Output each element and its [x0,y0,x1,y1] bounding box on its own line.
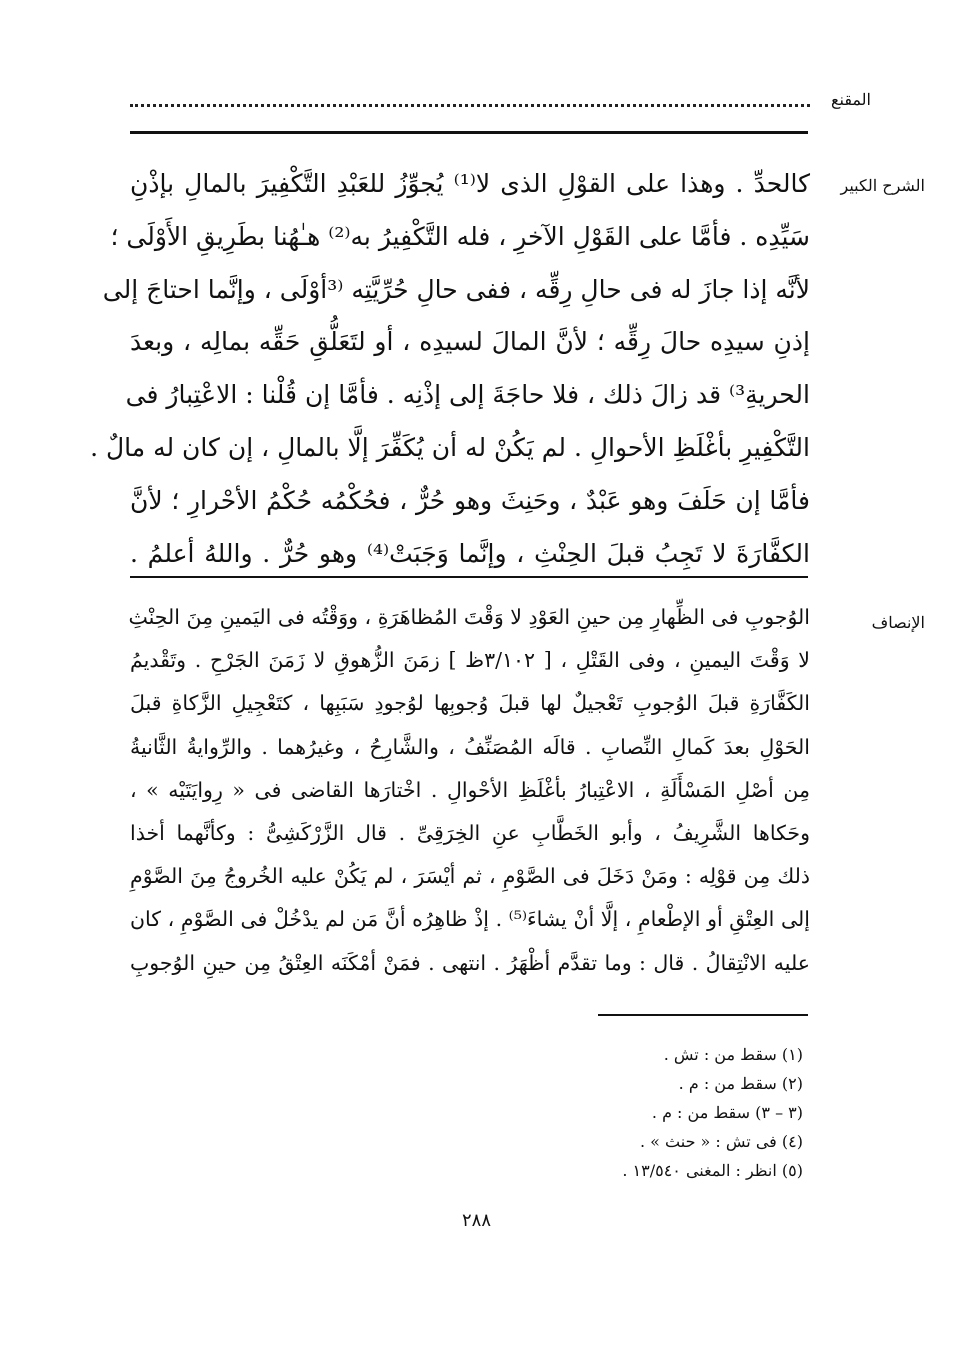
insaf-line: مِن أصْلِ المَسْأَلَةِ ، الاعْتِبارُ بأغْلَظِ الأحْوالِ . اخْتارَها القاضى فى « رِوايَتَيْه » ، [130,777,810,802]
sharh-line: التَّكْفِيرِ بأغْلَظِ الأحوالِ . لم يَكُنْ له أن يُكَفِّرَ إلَّا بالمالِ ، إن كان له مالٌ . [90,432,810,462]
insaf-line: الكَفَّارَةِ قبلَ الوُجوبِ تَعْجيلٌ لها قبلَ وُجوبِها لوُجودِ سَبَبِها ، كتَعْجِيلِ الزَّكاةِ قبلَ [130,691,810,716]
page-number: ٢٨٨ [461,1210,491,1231]
sharh-line: الحريةِ³⁾ قد زالَ ذلك ، فلا حاجَةَ إلى إذْنِه . فأمَّا إن قُلْنا : الاعْتِبارُ فى [125,380,810,410]
sharh-line: كالحدِّ . وهذا على القوْلِ الذى لا⁽¹⁾ يُجوِّزُ للعَبْدِ التَّكْفِيرَ بالمالِ بإذْنِ [130,169,810,198]
sharh-line: الكفَّارَةَ لا تَجِبُ قبلَ الحِنْثِ ، وإنَّما وَجَبَتْ⁽⁴⁾ وهو حُرٌّ . واللهُ أعلمُ . [130,538,810,568]
footnote: (٢) سقط من : م . [678,1074,803,1093]
sharh-line: فأمَّا إن حَلَفَ وهو عَبْدٌ ، وحَنِثَ وهو حُرٌّ ، فحُكْمُه حُكْمُ الأحْرارِ ؛ لأنَّ [130,485,810,515]
sharh-line: إذنِ سيدِه حالَ رِقِّه ؛ لأنَّ المالَ لسيدِه ، أو لتَعَلُّقِ حَقِّه بمالِه ، وبعدَ [130,327,810,357]
insaf-line: ذلك مِن قوْلِه : ومَنْ دَخَلَ فى الصَّوْمِ ، ثم أيْسَرَ ، لم يَكُنْ عليه الخُروجُ مِنَ الصَّوْمِ [130,864,810,889]
sharh-line: لأنَّه إذا جازَ له فى حالِ رِقِّه ، ففى حالِ حُرِّيَّتِه ⁽³أوْلَى ، وإنَّما احتاجَ إلى [102,274,810,304]
header-dotted-rule [130,92,810,107]
insaf-line: الحَوْلِ بعدَ كَمالِ النِّصابِ . قالَه المُصَنِّفُ ، والشَّارِحُ ، وغيرُهما . والرِّوايةُ الثَّانيةُ [130,734,810,759]
insaf-line: الوُجوبِ فى الظِّهارِ مِن حينِ العَوْدِ لا وَقْتَ المُظاهَرَةِ ، ووَقْتُه فى اليَمينِ مِنَ الحِنْثِ [128,605,810,629]
insaf-line: لا وَقْتَ اليمينِ ، وفى القَتْلِ ، [ ٣/١٠٢ظ ] زمَنَ الزُّهوقِ لا زَمَنَ الجَرْحِ . وتَقْديمُ [130,648,810,673]
sharh-line: سَيِّدِه . فأمَّا على القَوْلِ الآخرِ ، فله التَّكْفِيرُ به⁽²⁾ هـٰهُنا بطَرِيقِ الأَوْلَى ؛ [110,221,810,251]
footnote: (٤) فى تش : « حنث » . [639,1132,803,1151]
sharh-text-block [90,158,810,580]
section-label-insaf: الإنصاف [871,613,925,632]
header-rule [130,131,808,134]
insaf-line: وحَكاها الشَّرِيفُ ، وأبو الخَطَّابِ عنِ الخِرَقِىِّ . قال الزَّرْكَشِىُّ : وكأنَّهما أخذا [130,821,810,846]
footnote: (٣ – ٣) سقط من : م . [651,1103,803,1122]
footnote: (٥) انظر : المغنى ١٣/٥٤٠ . [622,1161,803,1180]
section-label-sharh: الشرح الكبير [840,176,925,195]
insaf-line: إلى العِتْقِ أو الإطْعامِ ، إلَّا أنْ يشاءَ⁽⁵⁾ . إذْ ظاهِرُه أنَّ مَن لم يدْخُلْ فى الصَّوْمِ ، كان [130,907,810,932]
footnote: (١) سقط من : تش . [663,1045,803,1064]
insaf-text-block [130,596,810,985]
footnotes [443,1040,803,1185]
footnote-rule [598,1014,808,1016]
insaf-line: عليه الانْتِقالُ . قال : وما تقدَّم أظْهَرُ . انتهى . فمَنْ أمْكَنَه العِتْقُ مِن حينِ الوُجوبِ [130,950,810,975]
running-header-title: المقنع [830,90,871,109]
section-divider [130,576,808,578]
